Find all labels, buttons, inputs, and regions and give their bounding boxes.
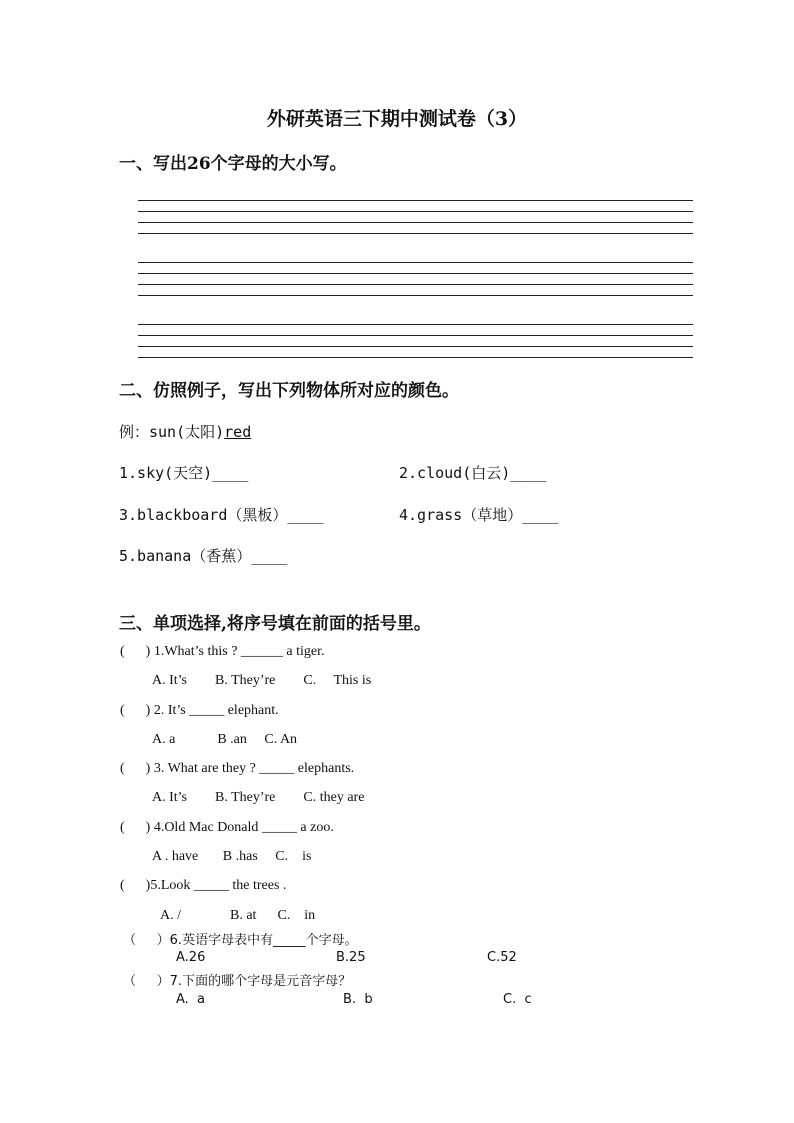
color-item-1: 1.sky(天空)____: [119, 464, 249, 482]
question-7-option-a: A. a: [176, 992, 206, 1007]
question-4: ( ) 4.Old Mac Donald _____ a zoo.: [120, 820, 334, 835]
question-7-option-b: B. b: [343, 992, 373, 1007]
color-item-3: 3.blackboard（黑板）____: [119, 506, 324, 524]
writing-line: [138, 295, 693, 296]
writing-line: [138, 284, 693, 285]
writing-line: [138, 222, 693, 223]
question-7: （ ）7.下面的哪个字母是元音字母？: [123, 974, 352, 989]
question-3-options: A. It’s B. They’re C. they are: [152, 790, 365, 805]
color-item-2: 2.cloud(白云)____: [399, 464, 547, 482]
writing-line: [138, 324, 693, 325]
color-item-5: 5.banana（香蕉）____: [119, 547, 288, 565]
writing-line: [138, 357, 693, 358]
writing-line: [138, 211, 693, 212]
page-title: 外研英语三下期中测试卷（3）: [266, 108, 528, 130]
question-2: ( ) 2. It’s _____ elephant.: [120, 703, 279, 718]
writing-line: [138, 273, 693, 274]
question-6-option-b: B.25: [336, 950, 366, 965]
question-5-options: A. / B. at C. in: [160, 908, 316, 923]
writing-line: [138, 233, 693, 234]
question-5: ( )5.Look _____ the trees .: [120, 878, 287, 893]
question-2-options: A. a B .an C. An: [152, 732, 298, 747]
question-3: ( ) 3. What are they ? _____ elephants.: [120, 761, 355, 776]
question-1: ( ) 1.What’s this ? ______ a tiger.: [120, 644, 325, 659]
writing-line: [138, 200, 693, 201]
question-6-option-c: C.52: [487, 950, 517, 965]
writing-line: [138, 346, 693, 347]
question-1-options: A. It’s B. They’re C. This is: [152, 673, 372, 688]
example-prefix: 例：sun(太阳): [119, 423, 225, 441]
writing-line: [138, 262, 693, 263]
question-4-options: A . have B .has C. is: [152, 849, 312, 864]
question-6: （ ）6.英语字母表中有_____个字母。: [123, 933, 358, 948]
example-line: [119, 421, 251, 442]
section-1-heading: 一、写出26个字母的大小写。: [119, 154, 347, 174]
example-answer: red: [224, 423, 252, 441]
color-item-4: 4.grass（草地）____: [399, 506, 559, 524]
question-7-option-c: C. c: [503, 992, 532, 1007]
section-2-heading: 二、仿照例子，写出下列物体所对应的颜色。: [119, 381, 459, 401]
section-3-heading: 三、单项选择,将序号填在前面的括号里。: [119, 614, 431, 634]
question-6-option-a: A.26: [176, 950, 206, 965]
writing-line: [138, 335, 693, 336]
